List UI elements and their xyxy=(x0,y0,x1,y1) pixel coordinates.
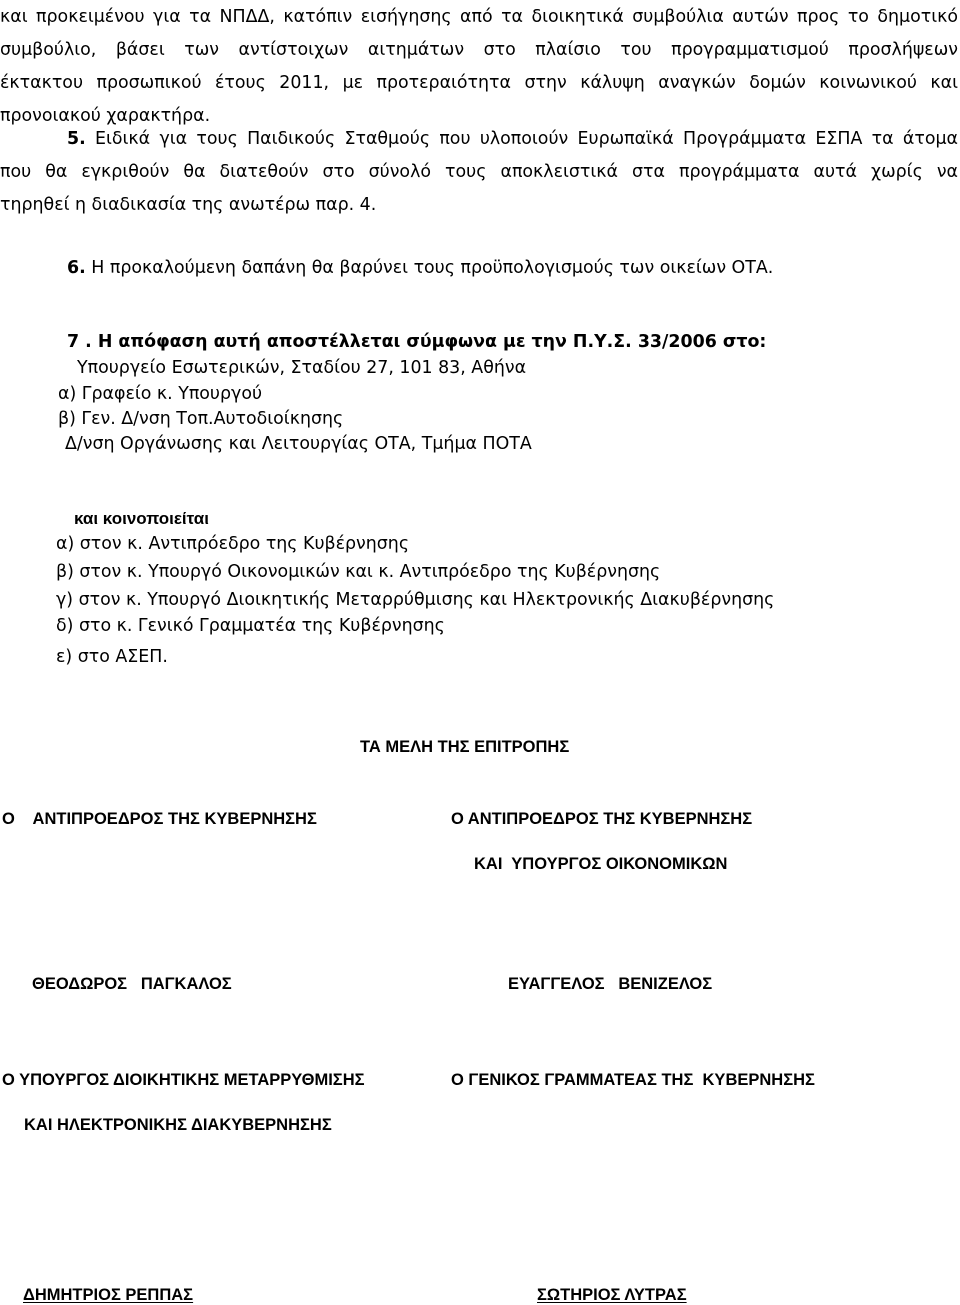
notification-item: β) στον κ. Υπουργό Οικονομικών και κ. Αντιπρόεδρο της Κυβέρνησης xyxy=(56,562,661,582)
item-5-first-line xyxy=(0,123,958,156)
signatory-name-left: ΘΕΟΔΩΡΟΣ ΠΑΓΚΑΛΟΣ xyxy=(32,975,232,993)
item-5-line: Ειδικά για τους Παιδικούς Σταθμούς που υλοποιούν Ευρωπαϊκά Προγράμματα ΕΣΠΑ τα άτομα xyxy=(95,129,958,149)
item-7-heading: 7 . Η απόφαση αυτή αποστέλλεται σύμφωνα με την Π.Υ.Σ. 33/2006 στο: xyxy=(67,332,767,352)
item-6-text: Η προκαλούμενη δαπάνη θα βαρύνει τους προϋπολογισμούς των οικείων ΟΤΑ. xyxy=(91,258,774,278)
intro-line: έκτακτου προσωπικού έτους 2011, με προτεραιότητα στην κάλυψη αναγκών δομών κοινωνικού και xyxy=(0,73,958,93)
signatory-name-left: ΔΗΜΗΤΡΙΟΣ ΡΕΠΠΑΣ xyxy=(23,1286,194,1304)
notification-item: γ) στον κ. Υπουργό Διοικητικής Μεταρρύθμισης και Ηλεκτρονικής Διακυβέρνησης xyxy=(56,590,775,610)
signatory-role-right: Ο ΓΕΝΙΚΟΣ ΓΡΑΜΜΑΤΕΑΣ ΤΗΣ ΚΥΒΕΡΝΗΣΗΣ xyxy=(451,1071,815,1089)
intro-line: και προκειμένου για τα ΝΠΔΔ, κατόπιν εισήγησης από τα διοικητικά συμβούλια αυτών προς το δημοτικό xyxy=(0,7,958,27)
notification-heading: και κοινοποιείται xyxy=(74,509,209,528)
recipient-line: Υπουργείο Εσωτερικών, Σταδίου 27, 101 83, Αθήνα xyxy=(77,358,527,378)
committee-title: ΤΑ ΜΕΛΗ ΤΗΣ ΕΠΙΤΡΟΠΗΣ xyxy=(360,738,570,756)
signatory-name-right: ΣΩΤΗΡΙΟΣ ΛΥΤΡΑΣ xyxy=(537,1286,687,1304)
item-6-paragraph xyxy=(67,256,773,280)
signatory-name-right: ΕΥΑΓΓΕΛΟΣ ΒΕΝΙΖΕΛΟΣ xyxy=(508,975,713,993)
item-5-number: 5. xyxy=(67,129,86,149)
signatory-role-left: Ο ΑΝΤΙΠΡΟΕΔΡΟΣ ΤΗΣ ΚΥΒΕΡΝΗΣΗΣ xyxy=(2,810,317,828)
signatory-role-left: Ο ΥΠΟΥΡΓΟΣ ΔΙΟΙΚΗΤΙΚΗΣ ΜΕΤΑΡΡΥΘΜΙΣΗΣ xyxy=(2,1071,365,1089)
notification-item: α) στον κ. Αντιπρόεδρο της Κυβέρνησης xyxy=(56,534,410,554)
intro-line: προνοιακού χαρακτήρα. xyxy=(0,106,211,126)
item-5-paragraph xyxy=(0,123,958,222)
item-5-line: που θα εγκριθούν θα διατεθούν στο σύνολό τους αποκλειστικά στα προγράμματα αυτά χωρίς να xyxy=(0,162,958,182)
intro-line: συμβούλιο, βάσει των αντίστοιχων αιτημάτων στο πλαίσιο του προγραμματισμού προσλήψεων xyxy=(0,40,958,60)
notification-item: δ) στο κ. Γενικό Γραμματέα της Κυβέρνησης xyxy=(56,616,445,636)
item-5-line: τηρηθεί η διαδικασία της ανωτέρω παρ. 4. xyxy=(0,195,377,215)
intro-paragraph xyxy=(0,1,958,133)
signatory-role-right: Ο ΑΝΤΙΠΡΟΕΔΡΟΣ ΤΗΣ ΚΥΒΕΡΝΗΣΗΣ xyxy=(451,810,753,828)
notification-item: ε) στο ΑΣΕΠ. xyxy=(56,647,168,667)
recipient-line: Δ/νση Οργάνωσης και Λειτουργίας ΟΤΑ, Τμήμα ΠΟΤΑ xyxy=(65,434,532,454)
recipient-line: β) Γεν. Δ/νση Τοπ.Αυτοδιοίκησης xyxy=(58,409,344,429)
signatory-role-right-continued: ΚΑΙ ΥΠΟΥΡΓΟΣ ΟΙΚΟΝΟΜΙΚΩΝ xyxy=(474,855,728,873)
signatory-role-left-continued: ΚΑΙ ΗΛΕΚΤΡΟΝΙΚΗΣ ΔΙΑΚΥΒΕΡΝΗΣΗΣ xyxy=(24,1116,332,1134)
recipient-line: α) Γραφείο κ. Υπουργού xyxy=(58,384,263,404)
item-6-number: 6. xyxy=(67,258,86,278)
